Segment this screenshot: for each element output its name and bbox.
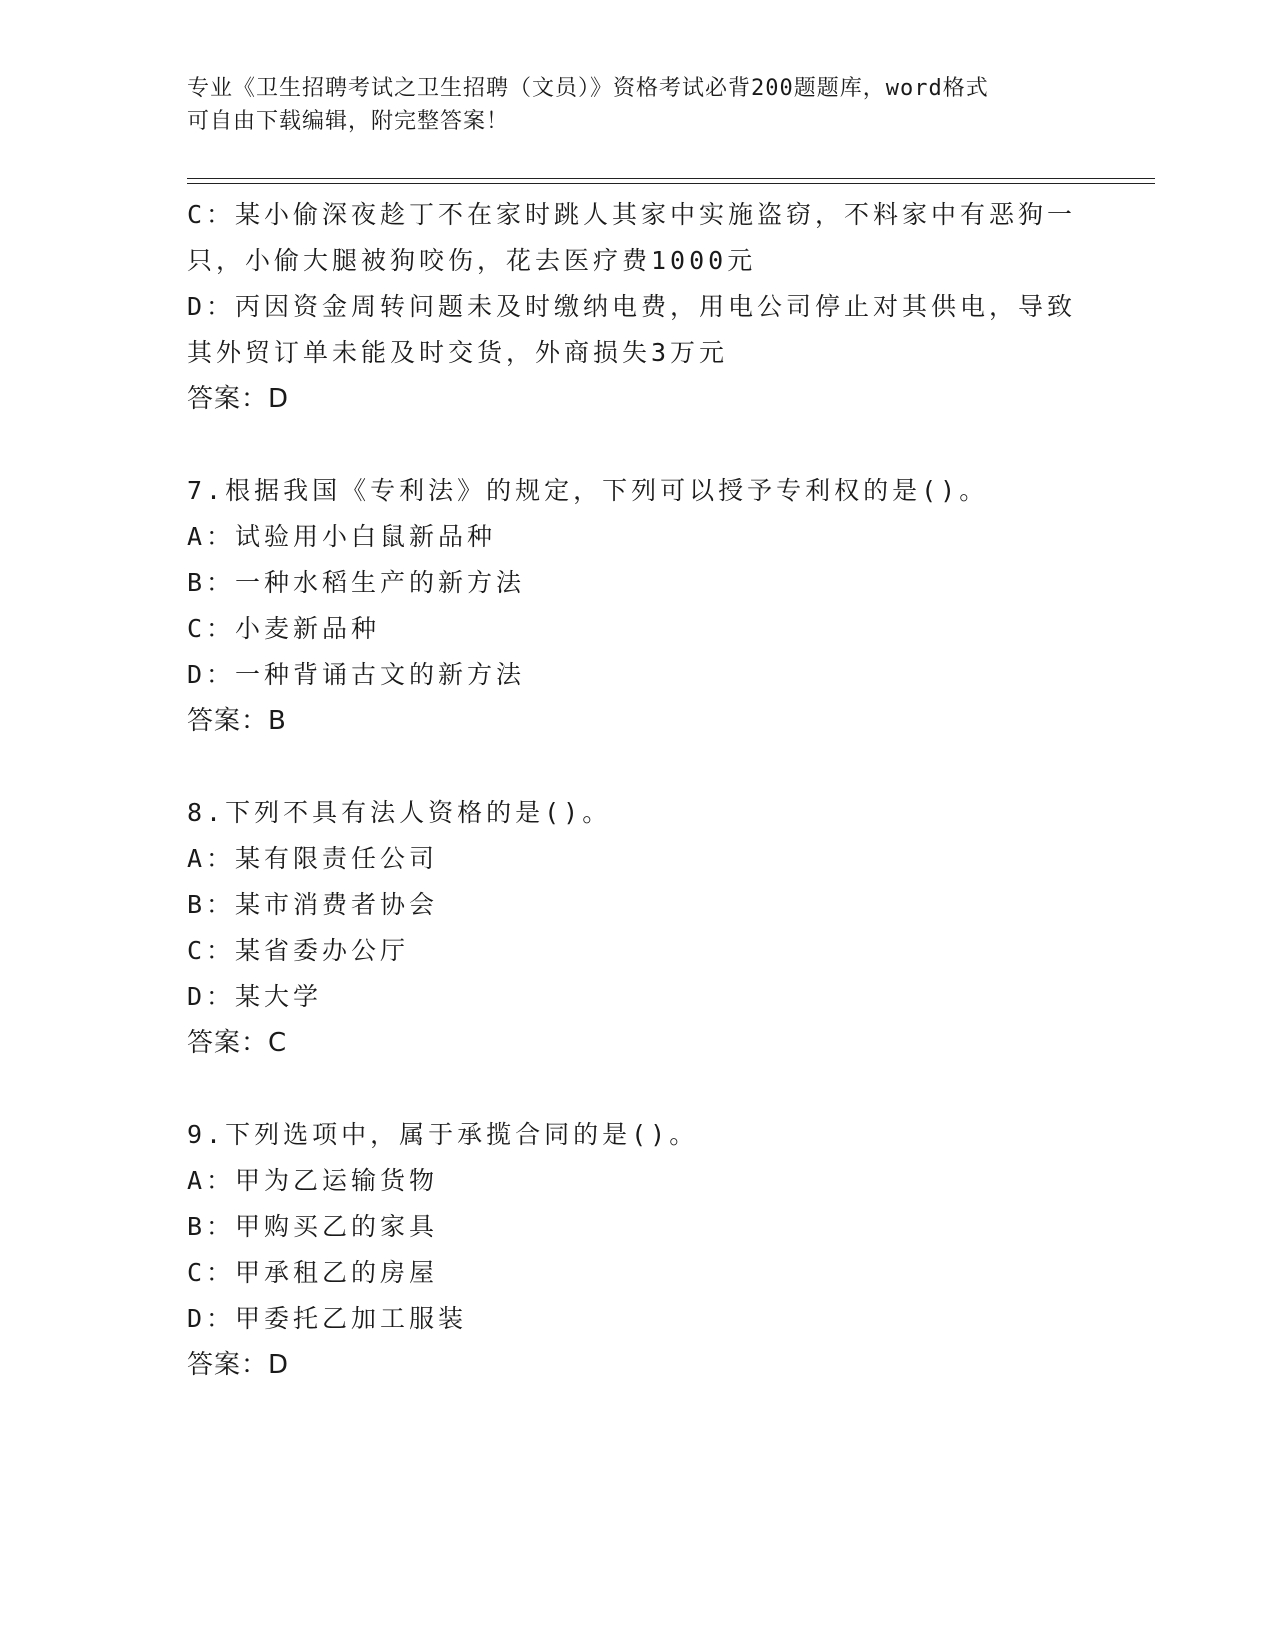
option-d-line-2: 其外贸订单未能及时交货，外商损失3万元	[187, 338, 729, 367]
option-c-line-1: C：某小偷深夜趁丁不在家时跳人其家中实施盗窃，不料家中有恶狗一	[187, 200, 1077, 229]
option-b: B：某市消费者协会	[187, 890, 439, 919]
option-c-line-2: 只，小偷大腿被狗咬伤，花去医疗费1000元	[187, 246, 757, 275]
spacer	[187, 1066, 1087, 1112]
option-a: A：试验用小白鼠新品种	[187, 522, 497, 551]
option-c: C：某省委办公厅	[187, 936, 410, 965]
spacer	[187, 422, 1087, 468]
option-a: A：某有限责任公司	[187, 844, 439, 873]
question-6-continued	[187, 192, 1087, 422]
header-line-2: 可自由下载编辑，附完整答案！	[187, 109, 510, 134]
option-a: A：甲为乙运输货物	[187, 1166, 439, 1195]
question-stem: 7.根据我国《专利法》的规定，下列可以授予专利权的是()。	[187, 476, 989, 505]
question-stem: 8.下列不具有法人资格的是()。	[187, 798, 612, 827]
spacer	[187, 744, 1087, 790]
question-8	[187, 790, 1087, 1066]
option-c: C：小麦新品种	[187, 614, 381, 643]
question-stem: 9.下列选项中，属于承揽合同的是()。	[187, 1120, 699, 1149]
answer: 答案：B	[187, 706, 287, 736]
header-rule-bottom	[187, 183, 1155, 184]
header-rule-top	[187, 178, 1155, 179]
option-d: D：甲委托乙加工服装	[187, 1304, 468, 1333]
header-line-1: 专业《卫生招聘考试之卫生招聘（文员）》资格考试必背200题题库，word格式	[187, 76, 989, 101]
document-header	[187, 72, 1087, 138]
option-b: B：甲购买乙的家具	[187, 1212, 439, 1241]
answer: 答案：C	[187, 1028, 288, 1058]
question-9	[187, 1112, 1087, 1388]
option-d-line-1: D：丙因资金周转问题未及时缴纳电费，用电公司停止对其供电，导致	[187, 292, 1077, 321]
option-b: B：一种水稻生产的新方法	[187, 568, 526, 597]
answer: 答案：D	[187, 384, 290, 414]
question-list	[187, 192, 1087, 1388]
question-7	[187, 468, 1087, 744]
answer: 答案：D	[187, 1350, 290, 1380]
option-c: C：甲承租乙的房屋	[187, 1258, 439, 1287]
option-d: D：某大学	[187, 982, 323, 1011]
option-d: D：一种背诵古文的新方法	[187, 660, 526, 689]
